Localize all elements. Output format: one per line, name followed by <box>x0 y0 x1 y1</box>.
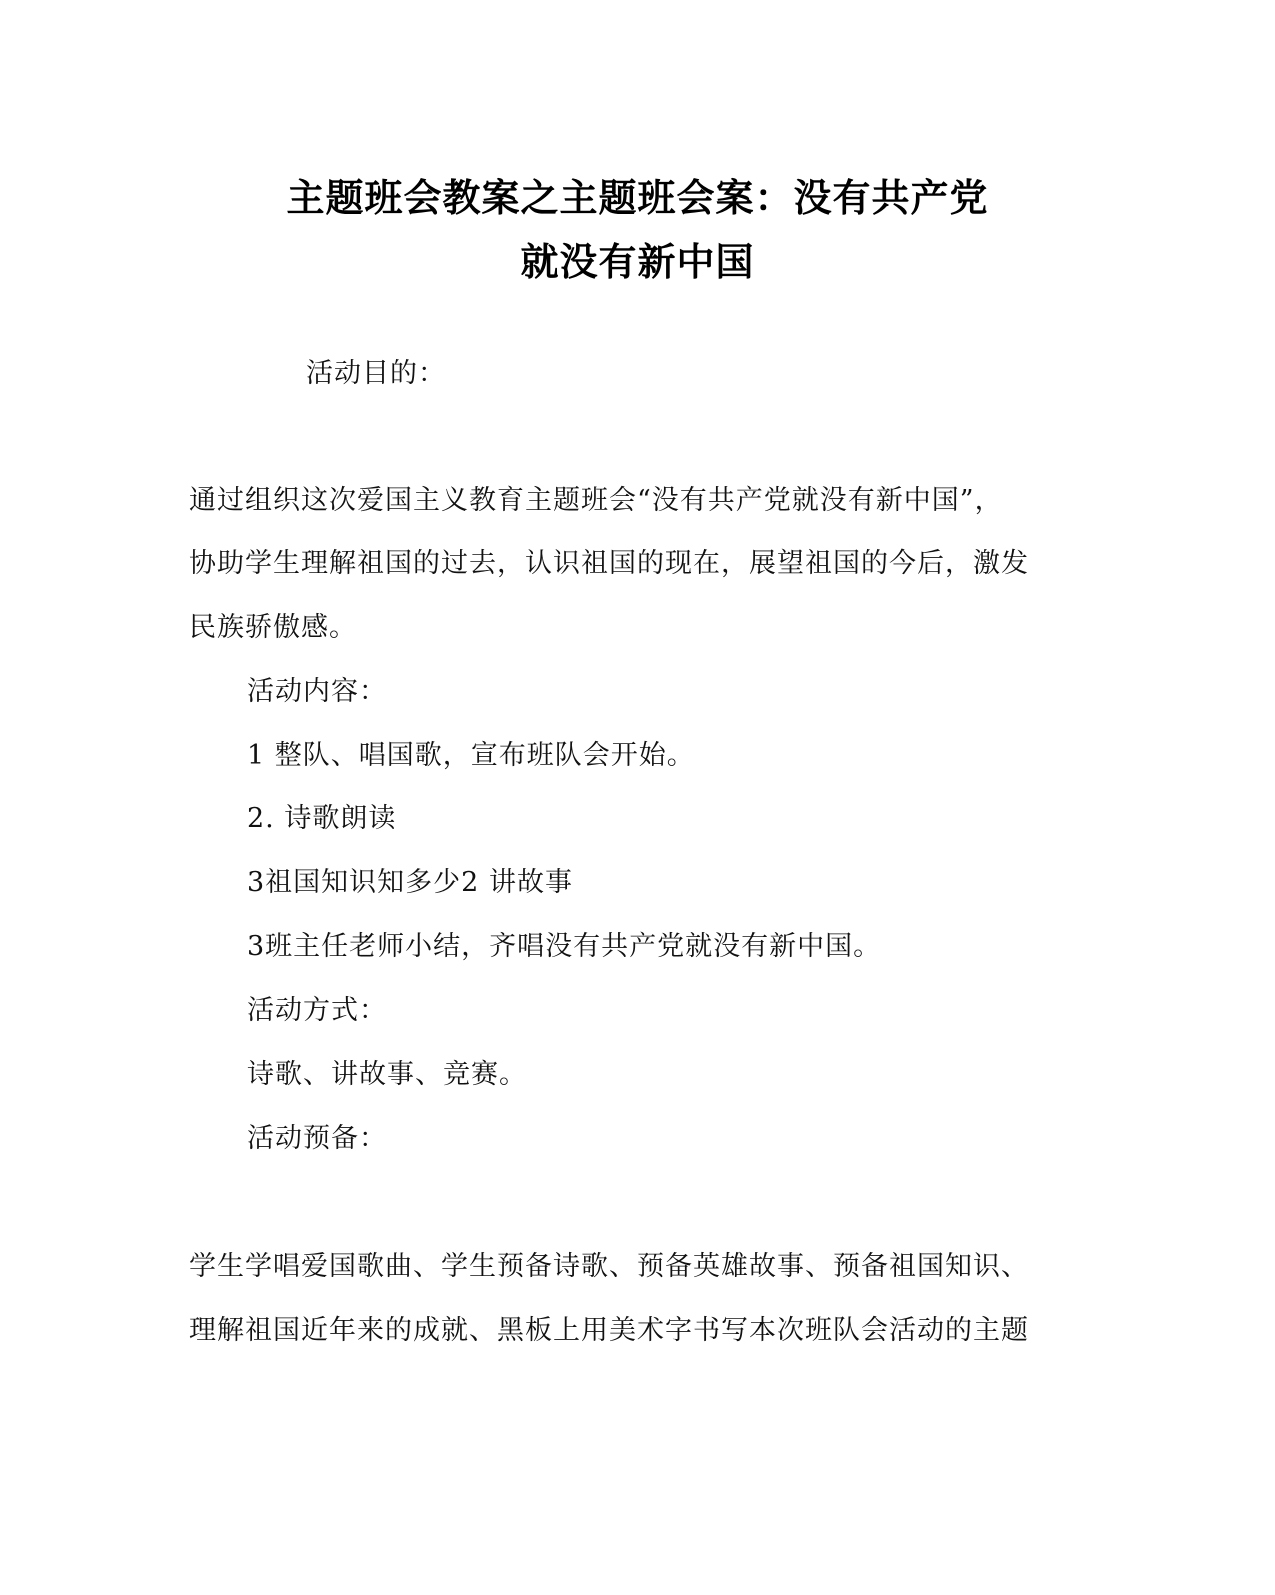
prep-heading: 活动预备： <box>247 1123 387 1154</box>
document-title-line-1: 主题班会教案之主题班会案：没有共产党 <box>286 176 989 220</box>
content-heading: 活动内容： <box>247 676 387 707</box>
content-item: 1 整队、唱国歌，宣布班队会开始。 <box>247 740 695 771</box>
purpose-line: 协助学生理解祖国的过去，认识祖国的现在，展望祖国的今后，激发 <box>189 548 1029 579</box>
prep-line: 学生学唱爱国歌曲、学生预备诗歌、预备英雄故事、预备祖国知识、 <box>189 1251 1029 1282</box>
method-text: 诗歌、讲故事、竞赛。 <box>247 1059 527 1090</box>
content-item: 3班主任老师小结，齐唱没有共产党就没有新中国。 <box>247 931 882 962</box>
method-heading: 活动方式： <box>247 995 387 1026</box>
document-title-line-2: 就没有新中国 <box>520 240 755 284</box>
purpose-heading: 活动目的： <box>306 358 446 389</box>
content-item: 2. 诗歌朗读 <box>247 803 397 834</box>
purpose-line: 通过组织这次爱国主义教育主题班会“没有共产党就没有新中国”， <box>189 485 1003 516</box>
purpose-line: 民族骄傲感。 <box>189 612 357 643</box>
prep-line: 理解祖国近年来的成就、黑板上用美术字书写本次班队会活动的主题 <box>189 1315 1029 1346</box>
content-item: 3祖国知识知多少2 讲故事 <box>247 867 573 898</box>
